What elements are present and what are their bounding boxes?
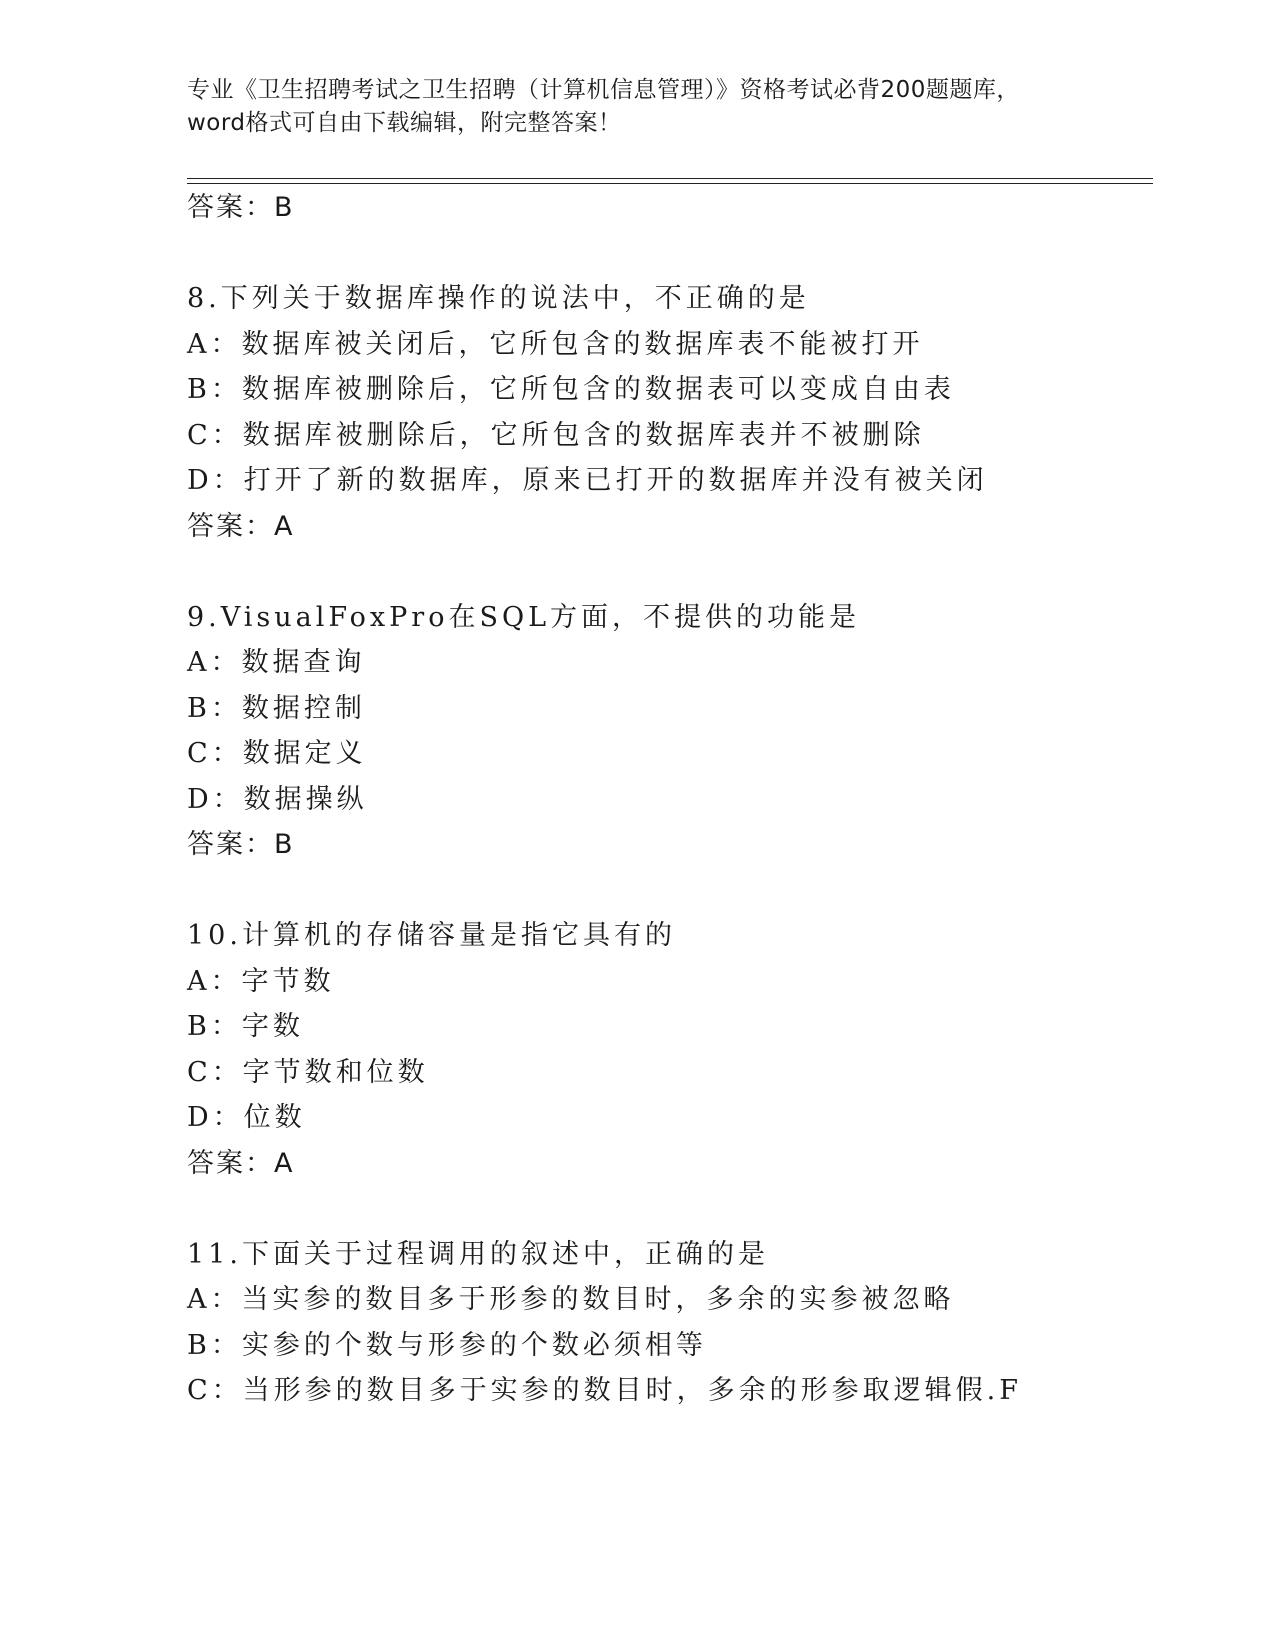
option-c: C：当形参的数目多于实参的数目时，多余的形参取逻辑假.F: [187, 1375, 1022, 1406]
question-text: 10.计算机的存储容量是指它具有的: [187, 920, 676, 951]
option-b: B：数据库被删除后，它所包含的数据表可以变成自由表: [187, 374, 955, 405]
question-text: 9.VisualFoxPro在SQL方面，不提供的功能是: [187, 601, 861, 633]
answer-line: 答案：B: [187, 829, 295, 860]
option-b: B：实参的个数与形参的个数必须相等: [187, 1329, 707, 1361]
option-a: A：当实参的数目多于形参的数目时，多余的实参被忽略: [187, 1284, 955, 1315]
option-c: C：数据定义: [187, 738, 367, 769]
header-line-2: word格式可自由下载编辑，附完整答案！: [187, 110, 622, 136]
question-text: 8.下列关于数据库操作的说法中，不正确的是: [187, 283, 810, 314]
option-b: B：字数: [187, 1011, 304, 1042]
header-line-1: 专业《卫生招聘考试之卫生招聘（计算机信息管理）》资格考试必背200题题库，: [187, 77, 1020, 103]
question-list: [187, 185, 1147, 1459]
question-block-8: [187, 276, 1147, 549]
option-d: D：位数: [187, 1102, 306, 1133]
question-block-9: [187, 595, 1147, 868]
document-header: [187, 74, 1087, 140]
option-c: C：字节数和位数: [187, 1056, 429, 1088]
option-d: D：打开了新的数据库，原来已打开的数据库并没有被关闭: [187, 465, 988, 496]
option-d: D：数据操纵: [187, 783, 368, 815]
answer-line: 答案：A: [187, 1147, 295, 1179]
option-c: C：数据库被删除后，它所包含的数据库表并不被删除: [187, 419, 925, 451]
question-block-10: [187, 913, 1147, 1186]
option-a: A：字节数: [187, 965, 335, 997]
option-a: A：数据库被关闭后，它所包含的数据库表不能被打开: [187, 328, 924, 360]
header-divider-top: [187, 178, 1153, 179]
question-text: 11.下面关于过程调用的叙述中，正确的是: [187, 1238, 769, 1270]
answer-line: 答案：B: [187, 192, 295, 223]
question-block-11: [187, 1232, 1147, 1414]
header-divider-bottom: [187, 183, 1153, 184]
answer-line: 答案：A: [187, 510, 295, 542]
option-a: A：数据查询: [187, 647, 366, 678]
option-b: B：数据控制: [187, 692, 366, 724]
